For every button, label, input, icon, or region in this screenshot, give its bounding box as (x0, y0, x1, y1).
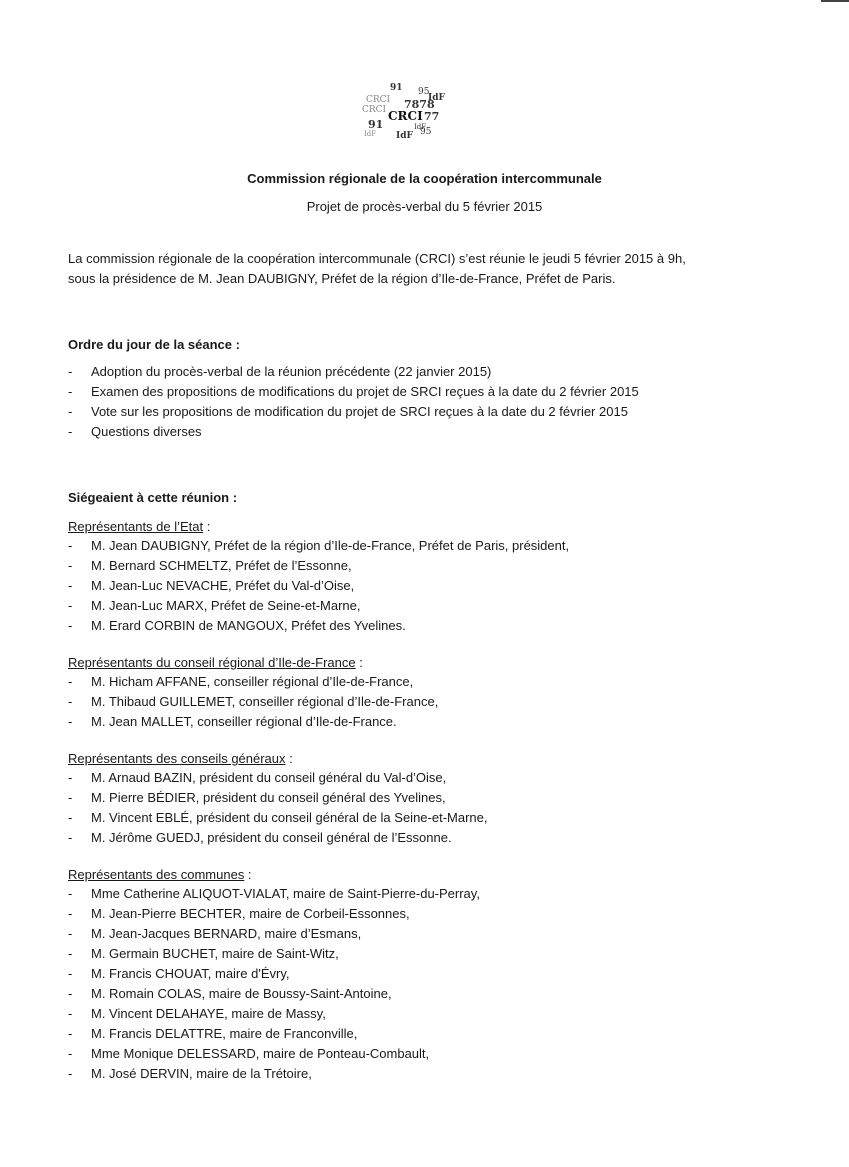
logo-word: 7878 (404, 98, 435, 111)
document-subtitle: Projet de procès-verbal du 5 février 2015 (306, 199, 543, 214)
agenda-heading: Ordre du jour de la séance : (68, 337, 240, 352)
member-item: - M. Jean DAUBIGNY, Préfet de la région d’Ile-de-France, Préfet de Paris, président, (68, 536, 569, 556)
logo-word: IdF (364, 130, 377, 138)
member-item: - M. Pierre BÉDIER, président du conseil général des Yvelines, (68, 788, 488, 808)
member-list (68, 884, 480, 1084)
intro-paragraph (68, 249, 788, 289)
logo-word: IdF (396, 131, 413, 141)
logo-word: CRCI (362, 105, 387, 115)
attendance-heading: Siégeaient à cette réunion : (68, 490, 238, 505)
agenda-item: - Adoption du procès-verbal de la réunion précédente (22 janvier 2015) (68, 362, 639, 382)
agenda-item: - Vote sur les propositions de modification du projet de SRCI reçues à la date du 2 février 2015 (68, 402, 639, 422)
intro-line: sous la présidence de M. Jean DAUBIGNY, Préfet de la région d’Ile-de-France, Préfet de Paris. (68, 271, 616, 286)
member-item: - M. Jean MALLET, conseiller régional d’Ile-de-France. (68, 712, 438, 732)
logo-word: 95 (420, 127, 432, 137)
section-label: Représentants de l’Etat (68, 519, 204, 534)
member-item: - M. Erard CORBIN de MANGOUX, Préfet des Yvelines. (68, 616, 569, 636)
intro-line: La commission régionale de la coopération intercommunale (CRCI) s’est réunie le jeudi 5 février 2015 à 9h, (68, 251, 686, 266)
member-item: - M. Jean-Luc MARX, Préfet de Seine-et-Marne, (68, 596, 569, 616)
section-label-suffix: : (355, 655, 363, 670)
section-label-suffix: : (244, 867, 252, 882)
section-etat (68, 517, 569, 636)
member-item: - Mme Catherine ALIQUOT-VIALAT, maire de Saint-Pierre-du-Perray, (68, 884, 480, 904)
member-item: - Mme Monique DELESSARD, maire de Ponteau-Combault, (68, 1044, 480, 1064)
section-conseil-regional (68, 653, 438, 732)
document-title: Commission régionale de la coopération intercommunale (247, 171, 602, 186)
member-item: - M. Hicham AFFANE, conseiller régional d’Ile-de-France, (68, 672, 438, 692)
section-conseils-generaux (68, 749, 488, 848)
member-item: - M. Arnaud BAZIN, président du conseil général du Val-d’Oise, (68, 768, 488, 788)
section-label-suffix: : (203, 519, 211, 534)
logo-word: 77 (424, 110, 440, 123)
agenda-list (68, 362, 639, 442)
member-item: - M. Francis CHOUAT, maire d'Évry, (68, 964, 480, 984)
section-label: Représentants des conseils généraux (68, 751, 286, 766)
crci-logo-word-cloud (356, 76, 448, 150)
scan-edge-mark (821, 0, 849, 2)
member-item: - M. Vincent DELAHAYE, maire de Massy, (68, 1004, 480, 1024)
member-list (68, 536, 569, 636)
member-item: - M. Vincent EBLÉ, président du conseil général de la Seine-et-Marne, (68, 808, 488, 828)
member-item: - M. Jean-Pierre BECHTER, maire de Corbeil-Essonnes, (68, 904, 480, 924)
agenda-item: - Questions diverses (68, 422, 639, 442)
member-item: - M. Bernard SCHMELTZ, Préfet de l’Essonne, (68, 556, 569, 576)
logo-word: CRCI (388, 109, 423, 123)
logo-word: 95 (418, 87, 430, 97)
member-item: - M. José DERVIN, maire de la Trétoire, (68, 1064, 480, 1084)
logo-word: IdF (428, 93, 445, 103)
logo-word: 91 (368, 118, 384, 131)
member-item: - M. Jean-Luc NEVACHE, Préfet du Val-d’Oise, (68, 576, 569, 596)
member-item: - M. Jean-Jacques BERNARD, maire d’Esmans, (68, 924, 480, 944)
logo-word: 91 (390, 83, 403, 93)
member-item: - M. Jérôme GUEDJ, président du conseil général de l’Essonne. (68, 828, 488, 848)
section-communes (68, 865, 480, 1084)
member-item: - M. Francis DELATTRE, maire de Franconville, (68, 1024, 480, 1044)
logo-word: CRCI (366, 95, 391, 105)
member-item: - M. Romain COLAS, maire de Boussy-Saint-Antoine, (68, 984, 480, 1004)
agenda-item: - Examen des propositions de modifications du projet de SRCI reçues à la date du 2 février 2015 (68, 382, 639, 402)
section-label-suffix: : (285, 751, 293, 766)
member-list (68, 768, 488, 848)
logo-word: IdF (414, 123, 427, 131)
section-label: Représentants des communes (68, 867, 245, 882)
member-item: - M. Germain BUCHET, maire de Saint-Witz, (68, 944, 480, 964)
member-item: - M. Thibaud GUILLEMET, conseiller régional d’Ile-de-France, (68, 692, 438, 712)
section-label: Représentants du conseil régional d’Ile-de-France (68, 655, 356, 670)
member-list (68, 672, 438, 732)
